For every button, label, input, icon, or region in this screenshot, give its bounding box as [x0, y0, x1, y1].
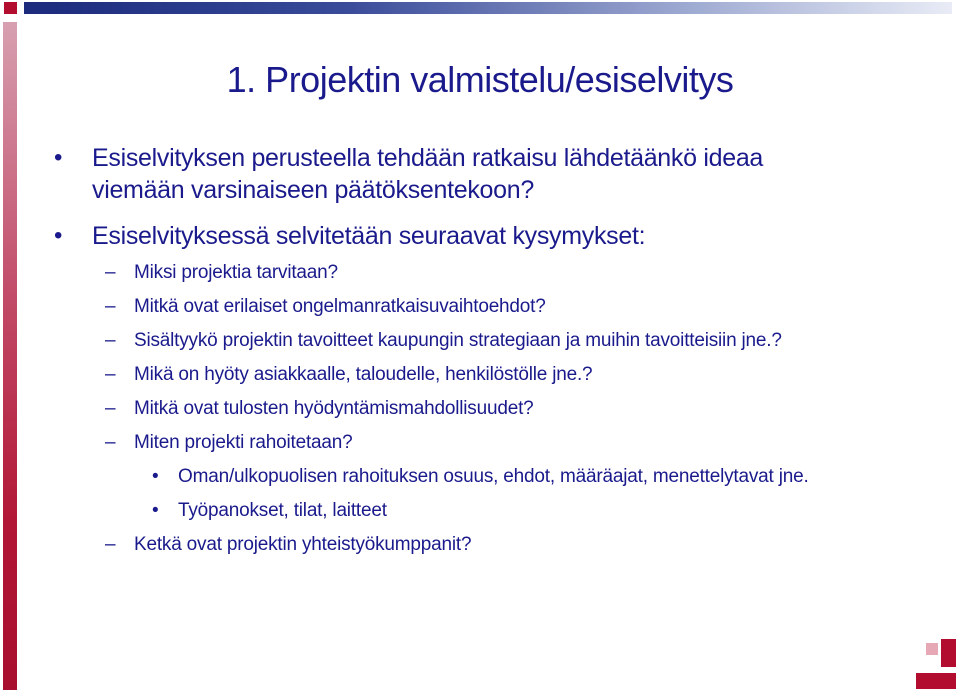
sub-bullet-item [50, 528, 930, 562]
sub-bullet-text: Miten projekti rahoitetaan? [134, 432, 353, 453]
dash-icon: – [105, 364, 116, 385]
top-gradient-stripe [24, 2, 952, 14]
bullet-item [50, 142, 930, 206]
sub-bullet-item [50, 358, 930, 392]
bullet-text-line: Esiselvityksen perusteella tehdään ratkaisu lähdetäänkö ideaa [92, 144, 764, 172]
sub-bullet-item [50, 392, 930, 426]
dash-icon: – [105, 398, 116, 419]
sub-bullet-text: Sisältyykö projektin tavoitteet kaupungin strategiaan ja muihin tavoitteisiin jne.? [134, 330, 782, 351]
sub-bullet-text: Mitkä ovat erilaiset ongelmanratkaisuvaihtoehdot? [134, 296, 546, 317]
sub-bullet-item [50, 256, 930, 290]
bullet-item [50, 220, 930, 252]
corner-square-red [941, 639, 956, 667]
corner-decoration [916, 639, 956, 689]
dash-icon: – [105, 330, 116, 351]
dash-icon: – [105, 432, 116, 453]
top-decoration-bar [0, 0, 960, 18]
corner-square-pink [926, 643, 938, 655]
sub-sub-bullet-text: Oman/ulkopuolisen rahoituksen osuus, ehdot, määräajat, menettelytavat jne. [178, 466, 809, 487]
dash-icon: – [105, 296, 116, 317]
dash-icon: – [105, 534, 116, 555]
bullet-text-line: Esiselvityksessä selvitetään seuraavat kysymykset: [92, 222, 646, 250]
sub-bullet-item [50, 426, 930, 460]
sub-bullet-text: Ketkä ovat projektin yhteistyökumppanit? [134, 534, 472, 555]
bullet-dot-icon: • [152, 500, 159, 521]
bullet-dot-icon: • [152, 466, 159, 487]
sub-sub-bullet-text: Työpanokset, tilat, laitteet [178, 500, 387, 521]
corner-bar-red [916, 673, 956, 689]
sub-bullet-text: Mitkä ovat tulosten hyödyntämismahdollisuudet? [134, 398, 534, 419]
left-decoration-bar [3, 22, 17, 690]
sub-bullet-text: Mikä on hyöty asiakkaalle, taloudelle, henkilöstölle jne.? [134, 364, 593, 385]
sub-bullet-item [50, 290, 930, 324]
sub-sub-bullet-item [50, 494, 930, 528]
slide-title: 1. Projektin valmistelu/esiselvitys [226, 59, 734, 100]
bullet-dot-icon: • [54, 144, 63, 171]
sub-bullet-text: Miksi projektia tarvitaan? [134, 262, 338, 283]
sub-bullet-item [50, 324, 930, 358]
top-red-square [4, 2, 17, 14]
bullet-text-line: viemään varsinaiseen päätöksentekoon? [92, 176, 534, 204]
sub-sub-bullet-item [50, 460, 930, 494]
bullet-dot-icon: • [54, 222, 63, 249]
slide-content [50, 142, 930, 562]
dash-icon: – [105, 262, 116, 283]
